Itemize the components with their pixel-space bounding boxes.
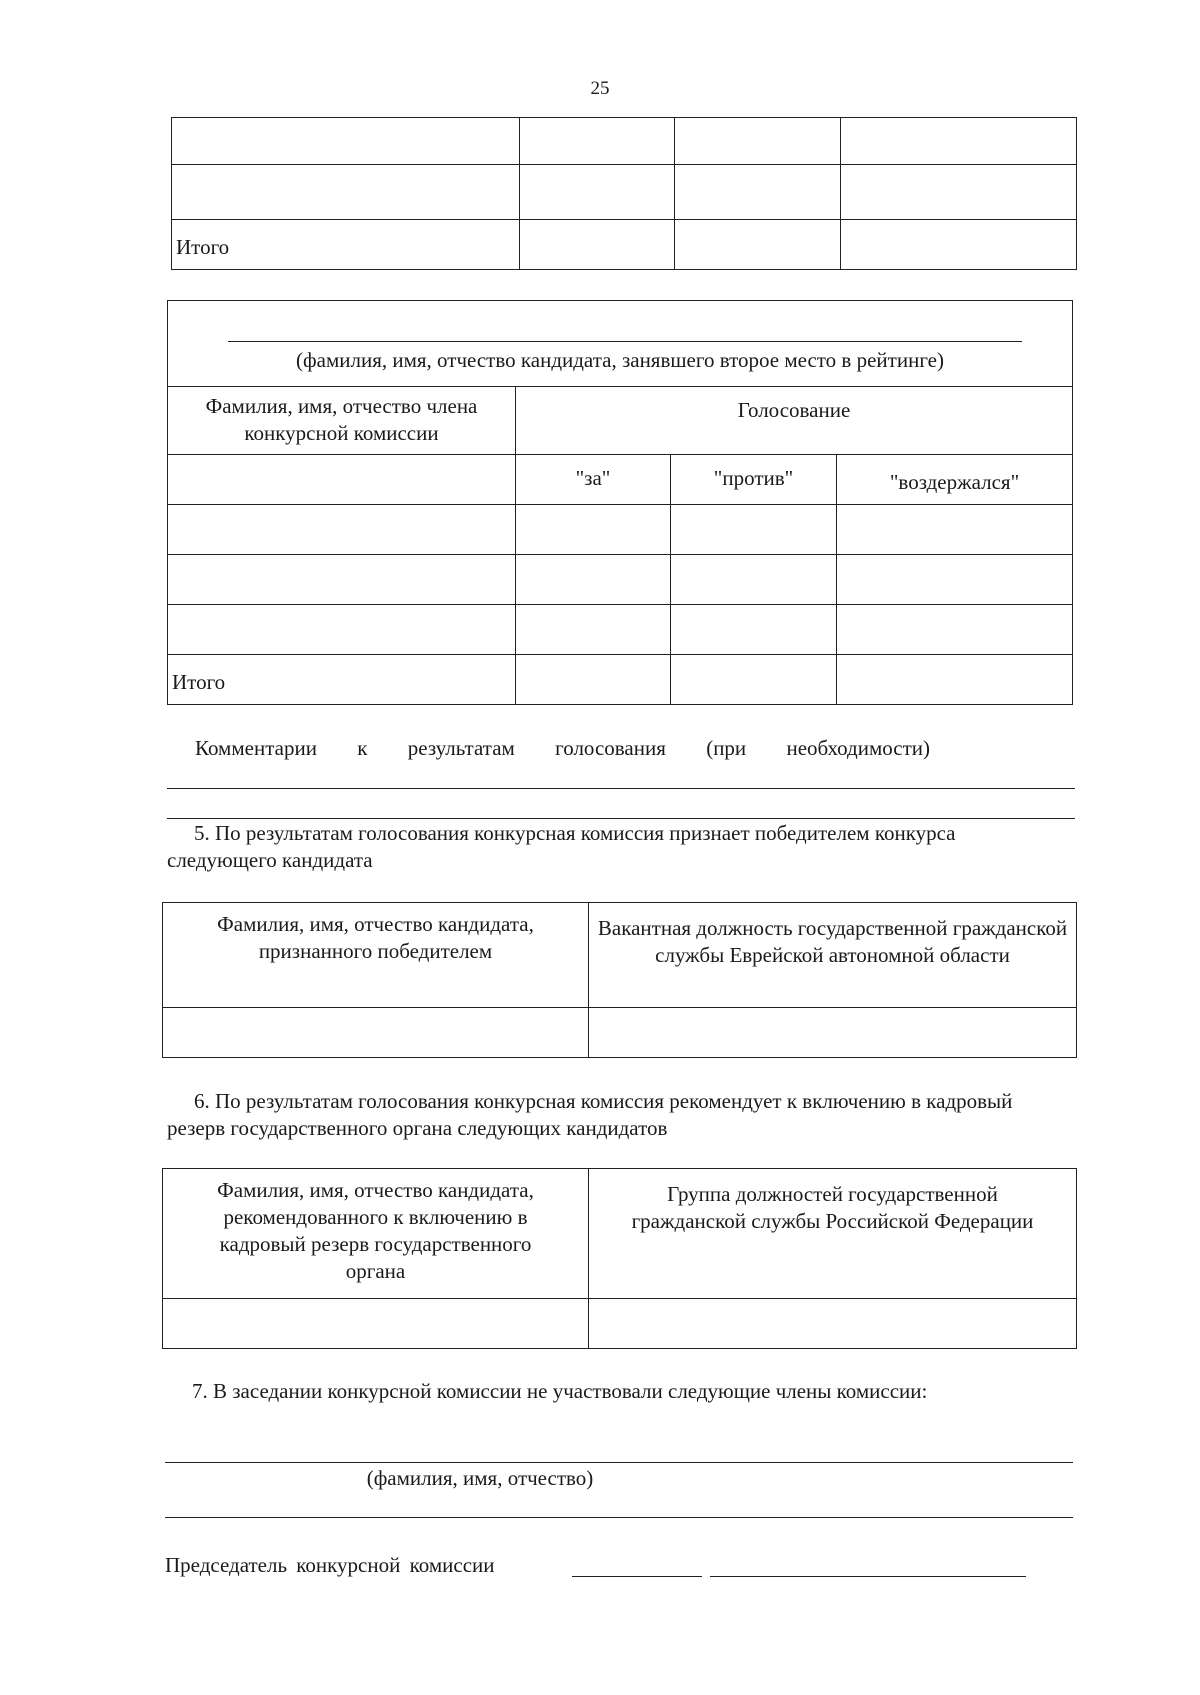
table-row-total bbox=[172, 220, 1077, 270]
vote-for-header: "за" bbox=[516, 455, 671, 505]
table-cell[interactable] bbox=[671, 505, 837, 555]
table-cell[interactable] bbox=[168, 555, 516, 605]
table-row bbox=[168, 505, 1073, 555]
table-cell[interactable] bbox=[671, 605, 837, 655]
table-cell[interactable] bbox=[671, 555, 837, 605]
table-row bbox=[172, 165, 1077, 220]
table-cell[interactable] bbox=[516, 555, 671, 605]
reserve-candidate-header: Фамилия, имя, отчество кандидата, рекомендованного к включению в кадровый резерв государственного органа bbox=[163, 1169, 589, 1299]
table-row bbox=[172, 118, 1077, 165]
table-cell[interactable] bbox=[675, 118, 841, 165]
chairman-name-line[interactable] bbox=[710, 1576, 1026, 1577]
table-cell[interactable] bbox=[520, 118, 675, 165]
table-cell[interactable] bbox=[671, 655, 837, 705]
table-cell[interactable] bbox=[172, 165, 520, 220]
vote-against-header: "против" bbox=[671, 455, 837, 505]
absent-members-caption: (фамилия, имя, отчество) bbox=[366, 1466, 594, 1490]
table-row bbox=[163, 1008, 1077, 1058]
table-cell[interactable] bbox=[168, 605, 516, 655]
table-cell[interactable] bbox=[837, 505, 1073, 555]
table-cell[interactable] bbox=[163, 1008, 589, 1058]
page-number: 25 bbox=[590, 78, 610, 99]
table-cell[interactable] bbox=[516, 605, 671, 655]
comments-line-1[interactable] bbox=[167, 788, 1075, 789]
member-header: Фамилия, имя, отчество члена конкурсной комиссии bbox=[168, 387, 516, 455]
vote-abstain-header: "воздержался" bbox=[837, 455, 1073, 505]
table-row bbox=[168, 555, 1073, 605]
winner-name-header: Фамилия, имя, отчество кандидата, признанного победителем bbox=[163, 903, 589, 1008]
voting-table-continued bbox=[171, 117, 1077, 270]
comments-label: Комментарии к результатам голосования (при необходимости) bbox=[195, 736, 930, 760]
vacant-position-header: Вакантная должность государственной гражданской службы Еврейской автономной области bbox=[589, 903, 1077, 1008]
table-cell[interactable] bbox=[837, 555, 1073, 605]
table-cell[interactable] bbox=[841, 165, 1077, 220]
section-6-text: 6. По результатам голосования конкурсная комиссия рекомендует к включению в кадровый резерв государственного органа следующих кандидатов bbox=[167, 1089, 1013, 1140]
winner-table bbox=[162, 902, 1077, 1058]
section-5-text: 5. По результатам голосования конкурсная комиссия признает победителем конкурса следующего кандидата bbox=[167, 821, 956, 872]
section-7-text: 7. В заседании конкурсной комиссии не участвовали следующие члены комиссии: bbox=[192, 1379, 928, 1403]
header-row bbox=[168, 387, 1073, 455]
table-cell[interactable] bbox=[675, 220, 841, 270]
total-label: Итого bbox=[172, 220, 520, 270]
absent-members-line-1[interactable] bbox=[165, 1462, 1073, 1463]
table-cell[interactable] bbox=[168, 455, 516, 505]
table-cell[interactable] bbox=[172, 118, 520, 165]
voting-table-second-place bbox=[167, 300, 1073, 705]
candidate-caption-row bbox=[168, 301, 1073, 387]
table-cell[interactable] bbox=[589, 1299, 1077, 1349]
table-row bbox=[163, 1299, 1077, 1349]
table-cell[interactable] bbox=[516, 655, 671, 705]
voting-header: Голосование bbox=[516, 387, 1073, 455]
table-cell[interactable] bbox=[841, 118, 1077, 165]
table-cell[interactable] bbox=[520, 220, 675, 270]
table-cell[interactable] bbox=[589, 1008, 1077, 1058]
table-cell[interactable] bbox=[841, 220, 1077, 270]
table-cell[interactable] bbox=[837, 605, 1073, 655]
signature-line[interactable] bbox=[572, 1576, 702, 1577]
table-cell[interactable] bbox=[516, 505, 671, 555]
candidate-caption: (фамилия, имя, отчество кандидата, занявшего второе место в рейтинге) bbox=[296, 348, 944, 372]
table-cell[interactable] bbox=[675, 165, 841, 220]
position-group-header: Группа должностей государственной гражданской службы Российской Федерации bbox=[589, 1169, 1077, 1299]
comments-line-2[interactable] bbox=[167, 818, 1075, 819]
header-row bbox=[163, 903, 1077, 1008]
candidate-name-line[interactable] bbox=[228, 341, 1022, 342]
table-cell[interactable] bbox=[837, 655, 1073, 705]
table-row-total bbox=[168, 655, 1073, 705]
table-cell[interactable] bbox=[163, 1299, 589, 1349]
table-cell[interactable] bbox=[520, 165, 675, 220]
subheader-row bbox=[168, 455, 1073, 505]
chairman-label: Председатель конкурсной комиссии bbox=[165, 1553, 495, 1577]
table-cell[interactable] bbox=[168, 505, 516, 555]
total-label: Итого bbox=[168, 655, 516, 705]
absent-members-line-2[interactable] bbox=[165, 1517, 1073, 1518]
header-row bbox=[163, 1169, 1077, 1299]
table-row bbox=[168, 605, 1073, 655]
reserve-table bbox=[162, 1168, 1077, 1349]
